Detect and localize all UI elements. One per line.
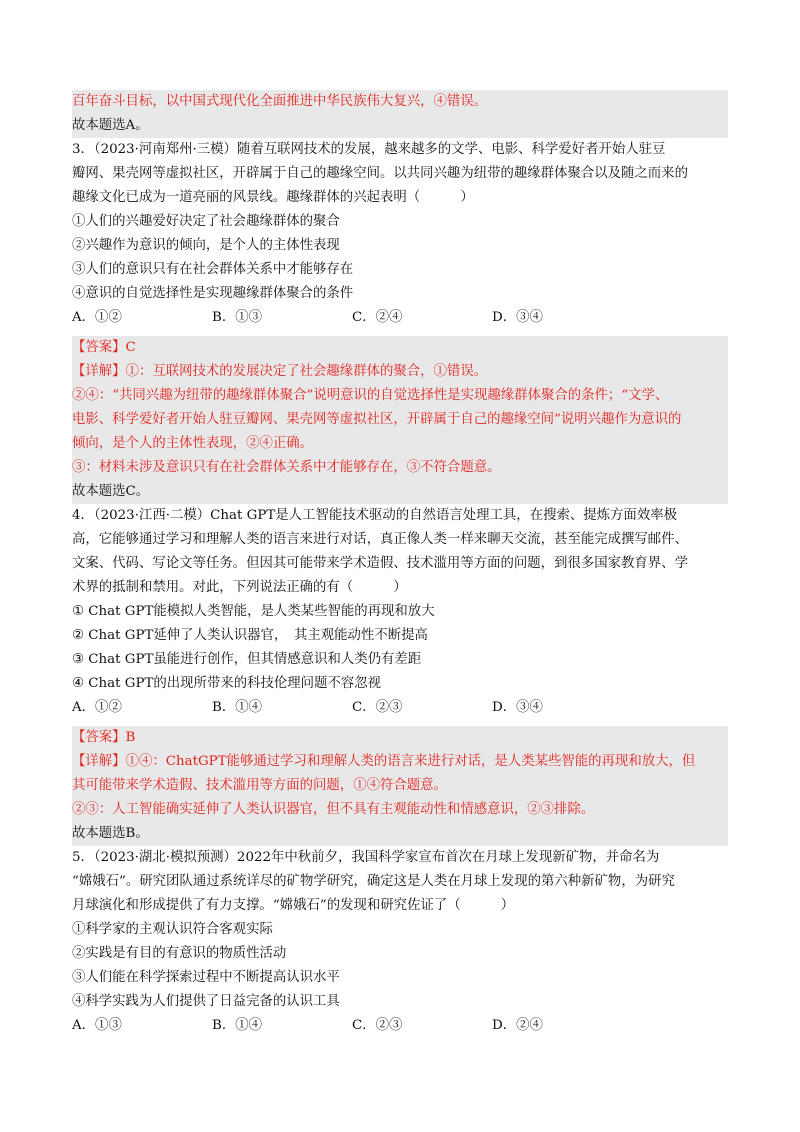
- question-stem-line: 3．（2023·河南郑州·三模）随着互联网技术的发展，越来越多的文学、电影、科学爱好者开始人驻豆: [72, 142, 666, 157]
- question-stem-line: 4．（2023·江西·二模）Chat GPT是人工智能技术驱动的自然语言处理工具，在搜索、提炼方面效率极: [72, 508, 677, 523]
- statement-1: ① Chat GPT能模拟人类智能，是人类某些智能的再现和放大: [72, 604, 435, 619]
- question-stem-line: 月球演化和形成提供了有力支撑。“嫦娥石”的发现和研究佐证了（ ）: [72, 898, 515, 913]
- explanation-line: 电影、科学爱好者开始人驻豆瓣网、果壳网等虚拟社区，开辟属于自己的趣缘空间”说明兴趣作为意识的: [72, 412, 682, 427]
- question-stem-line: 术界的抵制和禁用。对此，下列说法正确的有（ ）: [72, 580, 407, 595]
- answer-options: [72, 306, 728, 330]
- answer-block: [72, 336, 728, 504]
- explanation-line: 其可能带来学术造假、技术滥用等方面的问题，①④符合题意。: [72, 778, 447, 793]
- question-stem-line: “嫦娥石”。研究团队通过系统详尽的矿物学研究，确定这是人类在月球上发现的第六种新矿物，为研究: [72, 874, 675, 889]
- statement-3: ③人们能在科学探索过程中不断提高认识水平: [72, 970, 340, 985]
- question-stem-line: 5．（2023·湖北·模拟预测）2022年中秋前夕，我国科学家宣布首次在月球上发现新矿物，并命名为: [72, 850, 660, 865]
- explanation-line: ②③：人工智能确实延伸了人类认识器官，但不具有主观能动性和情感意识，②③排除。: [72, 802, 595, 817]
- statement-2: ② Chat GPT延伸了人类认识器官， 其主观能动性不断提高: [72, 628, 428, 643]
- explanation-line: 倾向，是个人的主体性表现，②④正确。: [72, 436, 314, 451]
- conclusion-line: 故本题选B。: [72, 826, 149, 841]
- answer-line: 【答案】B: [72, 730, 136, 745]
- conclusion-line: 故本题选C。: [72, 484, 150, 499]
- statement-1: ①人们的兴趣爱好决定了社会趣缘群体的聚合: [72, 214, 340, 229]
- explanation-line: 【详解】①：互联网技术的发展决定了社会趣缘群体的聚合，①错误。: [72, 364, 488, 379]
- option-b: B．①③: [212, 310, 263, 325]
- document-page: [72, 90, 728, 1038]
- option-b: B．①④: [212, 700, 263, 715]
- question-stem-line: 高，它能够通过学习和理解人类的语言来进行对话，真正像人类一样来聊天交流，甚至能完成撰写邮件、: [72, 532, 688, 547]
- option-c: C．②③: [352, 1018, 403, 1033]
- statement-3: ③ Chat GPT虽能进行创作，但其情感意识和人类仍有差距: [72, 652, 422, 667]
- explanation-line: ③：材料未涉及意识只有在社会群体关系中才能够存在，③不符合题意。: [72, 460, 501, 475]
- question-stem-line: 趣缘文化已成为一道亮丽的风景线。趣缘群体的兴起表明（ ）: [72, 190, 474, 205]
- explanation-line: 【详解】①④：ChatGPT能够通过学习和理解人类的语言来进行对话，是人类某些智能的再现和放大，但: [72, 754, 696, 769]
- statement-4: ④ Chat GPT的出现所带来的科技伦理问题不容忽视: [72, 676, 382, 691]
- question-stem-line: 文案、代码、写论文等任务。但因其可能带来学术造假、技术滥用等方面的问题，到很多国家教育界、学: [72, 556, 688, 571]
- answer-options: [72, 696, 728, 720]
- answer-line: 【答案】C: [72, 340, 136, 355]
- question-3: [72, 138, 728, 504]
- option-a: A．①③: [72, 1018, 122, 1033]
- statement-1: ①科学家的主观认识符合客观实际: [72, 922, 273, 937]
- option-b: B．①④: [212, 1018, 263, 1033]
- statement-4: ④科学实践为人们提供了日益完备的认识工具: [72, 994, 340, 1009]
- answer-block: [72, 726, 728, 846]
- statement-2: ②实践是有目的有意识的物质性活动: [72, 946, 287, 961]
- option-d: D．③④: [492, 310, 543, 325]
- statement-3: ③人们的意识只有在社会群体关系中才能够存在: [72, 262, 354, 277]
- option-d: D．③④: [492, 700, 543, 715]
- option-c: C．②③: [352, 700, 403, 715]
- conclusion-line: 故本题选A。: [72, 118, 149, 133]
- question-stem-line: 瓣网、果壳网等虚拟社区，开辟属于自己的趣缘空间。以共同兴趣为纽带的趣缘群体聚合以及随之而来的: [72, 166, 688, 181]
- option-a: A．①②: [72, 700, 122, 715]
- option-d: D．②④: [492, 1018, 543, 1033]
- option-c: C．②④: [352, 310, 403, 325]
- explanation-line: 百年奋斗目标，以中国式现代化全面推进中华民族伟大复兴，④错误。: [72, 94, 488, 109]
- question-5: [72, 846, 728, 1038]
- explanation-line: ②④：“共同兴趣为纽带的趣缘群体聚合”说明意识的自觉选择性是实现趣缘群体聚合的条件；“文学、: [72, 388, 669, 403]
- answer-options: [72, 1014, 728, 1038]
- previous-answer-block: [72, 90, 728, 138]
- statement-2: ②兴趣作为意识的倾向，是个人的主体性表现: [72, 238, 340, 253]
- option-a: A．①②: [72, 310, 122, 325]
- question-4: [72, 504, 728, 846]
- statement-4: ④意识的自觉选择性是实现趣缘群体聚合的条件: [72, 286, 354, 301]
